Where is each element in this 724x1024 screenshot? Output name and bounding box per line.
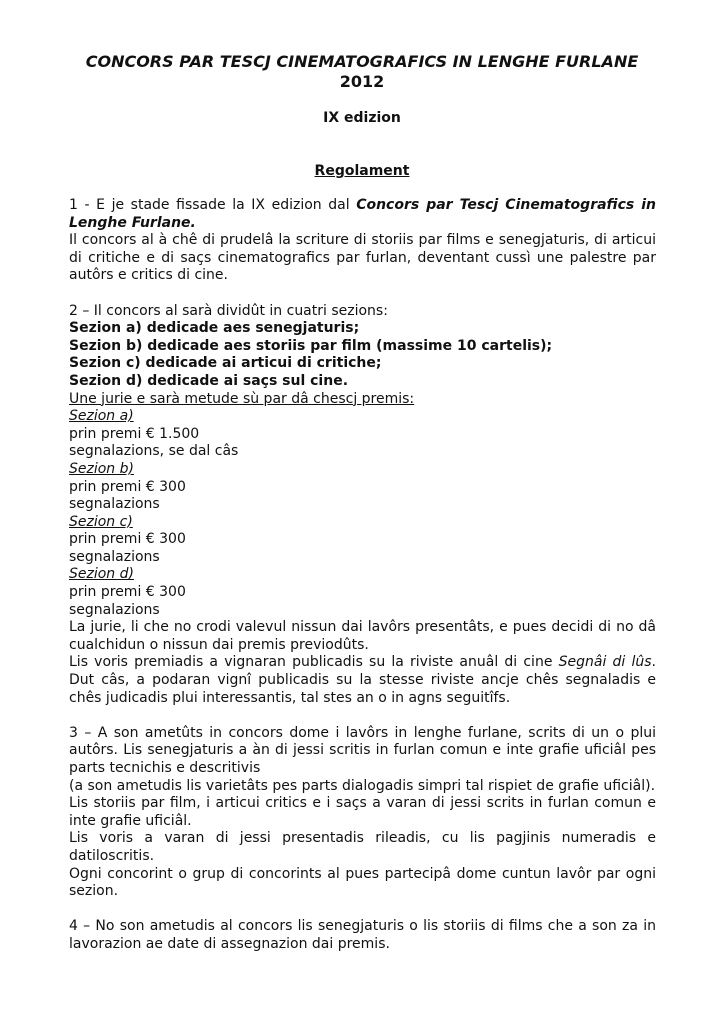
article-4-text: 4 – No son ametudis al concors lis senegjaturis o lis storiis di films che a son za in lavorazion ae date di assegnazion dai premis. bbox=[69, 918, 656, 952]
prize-label-b: Sezion b) bbox=[69, 460, 134, 477]
article-1-lead: 1 - E je stade fissade la IX edizion dal bbox=[69, 197, 357, 213]
document-title: CONCORS PAR TESCJ CINEMATOGRAFICS IN LENGHE FURLANE bbox=[85, 52, 639, 71]
section-d-desc: Sezion d) dedicade ai saçs sul cine. bbox=[69, 372, 349, 389]
section-b-desc: Sezion b) dedicade aes storiis par film (massime 10 cartelis); bbox=[69, 337, 553, 354]
prize-note-d: segnalazions bbox=[69, 601, 160, 618]
article-3-p1: 3 – A son ametûts in concors dome i lavôrs in lenghe furlane, scrits di un o plui autôrs. Lis senegjaturis a àn di jessi scritis in furlan comun e inte grafie uficiâl pes parts tecnichis e descritivis bbox=[69, 724, 656, 776]
prize-label-a: Sezion a) bbox=[69, 408, 134, 425]
article-2-intro: 2 – Il concors al sarà dividût in cuatri sezions: bbox=[69, 302, 388, 319]
prize-note-c: segnalazions bbox=[69, 548, 160, 565]
jury-text: La jurie, li che no crodi valevul nissun dai lavôrs presentâts, e pues decidi di no dâ cualchidun o nissun dai premis previodûts. bbox=[69, 619, 656, 653]
document-body bbox=[69, 197, 656, 954]
publication-rest: . Dut câs, a podaran vignî publicadis su la stesse riviste ancje chês segnaladis e chês judicadis plui interessantis, tal stes an o in agns seguitîfs. bbox=[69, 654, 656, 706]
document-year: 2012 bbox=[339, 72, 385, 91]
section-c-desc: Sezion c) dedicade ai articui di critiche; bbox=[69, 355, 382, 372]
publication-lead: Lis voris premiadis a vignaran publicadis su la riviste anuâl di cine bbox=[69, 654, 559, 671]
prize-amount-b: prin premi € 300 bbox=[69, 478, 186, 495]
prize-label-d: Sezion d) bbox=[69, 566, 134, 583]
prize-note-b: segnalazions bbox=[69, 496, 160, 513]
contest-name-dot: . bbox=[190, 214, 196, 231]
article-3-p2: (a son ametudis lis varietâts pes parts dialogadis simpri tal rispiet de grafie uficiâl). bbox=[69, 777, 656, 794]
jury-line: Une jurie e sarà metude sù par dâ chescj premis: bbox=[69, 390, 415, 407]
article-1-intro bbox=[69, 197, 656, 232]
contest-name: Concors par Tescj Cinematografics in Lenghe Furlane bbox=[69, 197, 656, 231]
section-a-desc: Sezion a) dedicade aes senegjaturis; bbox=[69, 320, 360, 337]
prize-label-c: Sezion c) bbox=[69, 513, 133, 530]
magazine-name: Segnâi di lûs bbox=[558, 654, 652, 671]
article-3-p3: Lis storiis par film, i articui critics e i saçs a varan di jessi scrits in furlan comun e inte grafie uficiâl. bbox=[69, 795, 656, 829]
prize-amount-c: prin premi € 300 bbox=[69, 531, 186, 548]
article-1-text: Il concors al à chê di prudelâ la scriture di storiis par films e senegjaturis, di articui di critiche e di saçs cinematografics par furlan, deventant cussì une palestre par autôrs e critics di cine. bbox=[69, 232, 656, 284]
article-3-p4: Lis voris a varan di jessi presentadis rileadis, cu lis pagjinis numeradis e datiloscritis. bbox=[69, 830, 656, 864]
article-3-p5: Ogni concorint o grup di concorints al pues partecipâ dome cuntun lavôr par ogni sezion. bbox=[69, 865, 656, 900]
prize-amount-a: prin premi € 1.500 bbox=[69, 425, 200, 442]
publication-text bbox=[69, 654, 656, 707]
edition-label: IX edizion bbox=[323, 110, 401, 126]
section-title: Regolament bbox=[314, 163, 410, 179]
prize-amount-d: prin premi € 300 bbox=[69, 584, 186, 601]
prize-note-a: segnalazions, se dal câs bbox=[69, 443, 239, 460]
